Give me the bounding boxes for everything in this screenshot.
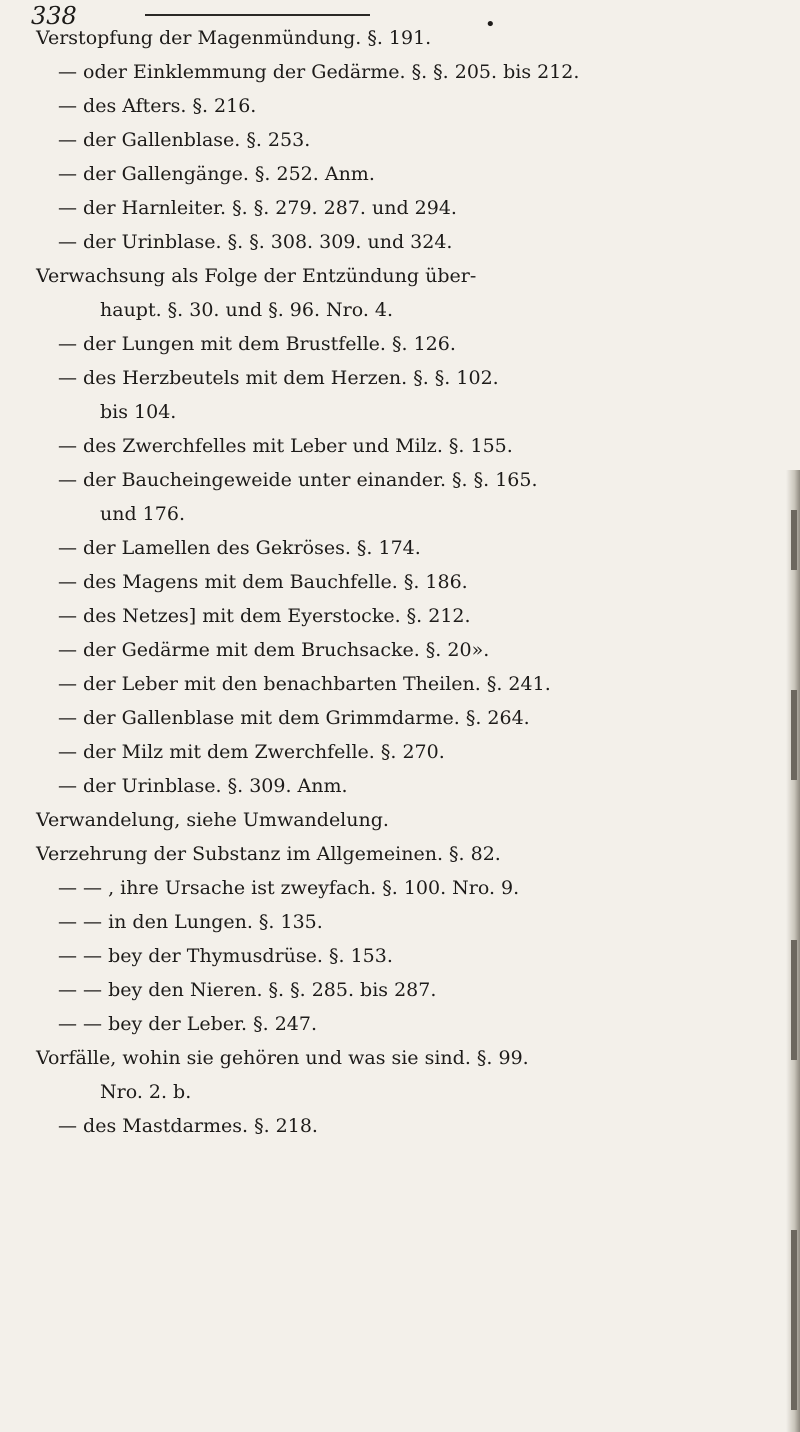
index-line: — des Netzes] mit dem Eyerstocke. §. 212. — [58, 605, 471, 627]
edge-speck — [791, 1230, 797, 1410]
index-line: Verstopfung der Magenmündung. §. 191. — [36, 27, 432, 49]
index-line: — der Lamellen des Gekröses. §. 174. — [58, 537, 421, 559]
index-line: Verzehrung der Substanz im Allgemeinen. §. 82. — [36, 843, 501, 865]
index-line: — der Leber mit den benachbarten Theilen. §. 241. — [58, 673, 551, 695]
index-line: — der Harnleiter. §. §. 279. 287. und 294. — [58, 197, 457, 219]
index-line: — der Gallenblase. §. 253. — [58, 129, 311, 151]
index-line: Verwachsung als Folge der Entzündung über- — [36, 265, 477, 287]
index-line: — — bey den Nieren. §. §. 285. bis 287. — [58, 979, 437, 1001]
index-line: — des Herzbeutels mit dem Herzen. §. §. 102. — [58, 367, 499, 389]
header-rule — [145, 14, 370, 16]
index-line: — der Gallenblase mit dem Grimmdarme. §. 264. — [58, 707, 530, 729]
index-line: — der Urinblase. §. 309. Anm. — [58, 775, 348, 797]
edge-speck — [791, 510, 797, 570]
edge-speck — [791, 690, 797, 780]
index-line: — der Baucheingeweide unter einander. §. §. 165. — [58, 469, 538, 491]
index-line: — der Lungen mit dem Brustfelle. §. 126. — [58, 333, 456, 355]
index-line: — — bey der Leber. §. 247. — [58, 1013, 318, 1035]
index-line: — des Mastdarmes. §. 218. — [58, 1115, 318, 1137]
index-line: — — in den Lungen. §. 135. — [58, 911, 323, 933]
index-line: Verwandelung, siehe Umwandelung. — [36, 809, 389, 831]
page-number: 338 — [31, 2, 77, 30]
page-edge-shadow — [786, 470, 800, 1432]
index-line: bis 104. — [100, 401, 177, 423]
index-line: haupt. §. 30. und §. 96. Nro. 4. — [100, 299, 394, 321]
index-line: — der Gedärme mit dem Bruchsacke. §. 20». — [58, 639, 490, 661]
index-line: Vorfälle, wohin sie gehören und was sie sind. §. 99. — [36, 1047, 529, 1069]
index-line: — der Milz mit dem Zwerchfelle. §. 270. — [58, 741, 445, 763]
index-line: — der Urinblase. §. §. 308. 309. und 324. — [58, 231, 453, 253]
index-line: — oder Einklemmung der Gedärme. §. §. 205. bis 212. — [58, 61, 580, 83]
header-mark: • — [485, 14, 496, 35]
index-line: — des Magens mit dem Bauchfelle. §. 186. — [58, 571, 468, 593]
edge-speck — [791, 940, 797, 1060]
index-line: und 176. — [100, 503, 185, 525]
index-line: Nro. 2. b. — [100, 1081, 192, 1103]
index-line: — des Afters. §. 216. — [58, 95, 257, 117]
index-line: — — , ihre Ursache ist zweyfach. §. 100. Nro. 9. — [58, 877, 520, 899]
index-line: — der Gallengänge. §. 252. Anm. — [58, 163, 375, 185]
index-line: — des Zwerchfelles mit Leber und Milz. §. 155. — [58, 435, 513, 457]
index-line: — — bey der Thymusdrüse. §. 153. — [58, 945, 393, 967]
